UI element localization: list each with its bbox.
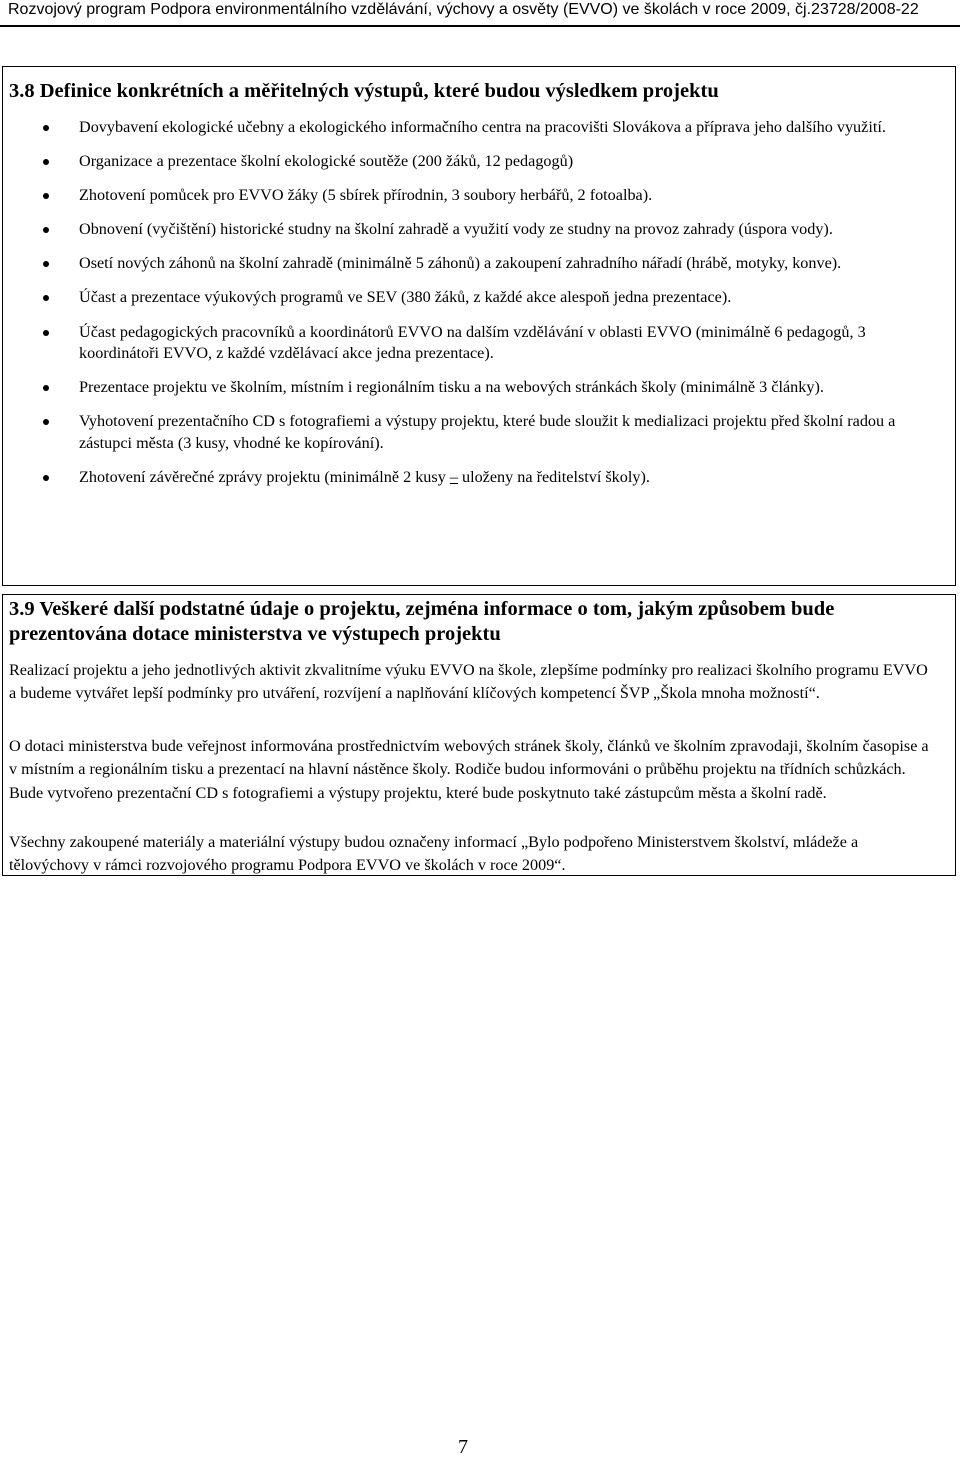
list-item-text: Zhotovení závěrečné zprávy projektu (minimálně 2 kusy (79, 467, 450, 486)
page-number: 7 (458, 1436, 468, 1458)
outputs-list (3, 117, 955, 501)
list-item (3, 467, 955, 489)
section-3-8-heading: 3.8 Definice konkrétních a měřitelných výstupů, které budou výsledkem projektu (9, 80, 719, 102)
list-item-text: uloženy na ředitelství školy). (457, 467, 650, 486)
list-item-text: Prezentace projektu ve školním, místním i regionálním tisku a na webových stránkách školy (minimálně 3 články). (79, 378, 824, 397)
list-item-text: Účast a prezentace výukových programů ve SEV (380 žáků, z každé akce alespoň jedna prezentace). (79, 288, 732, 307)
section-3-9-heading: 3.9 Veškeré další podstatné údaje o projektu, zejména informace o tom, jakým způsobem bude prezentována dotace ministerstva ve výstupech projektu (9, 598, 835, 645)
bullet-icon (43, 227, 49, 233)
list-item-text: Vyhotovení prezentačního CD s fotografiemi a výstupy projektu, které bude sloužit k medializaci projektu před školní radou a zástupci města (3 kusy, vhodné ke kopírování). (79, 412, 896, 452)
bullet-icon (43, 159, 49, 165)
list-item (3, 117, 955, 139)
list-item-text: Obnovení (vyčištění) historické studny na školní zahradě a využití vody ze studny na provoz zahrady (úspora vody). (79, 220, 833, 239)
list-item (3, 377, 955, 399)
bullet-icon (43, 193, 49, 199)
paragraph: O dotaci ministerstva bude veřejnost informována prostřednictvím webových stránek školy, článků ve školním zpravodaji, školním časopise a v místním a regionálním tisku a prezentací na hlavní nástěnce školy. Rodiče budou informováni o průběhu projektu na třídních schůzkách. Bude vytvořeno prezentační CD s fotografiemi a výstupy projektu, které bude poskytnuto také zástupcům města a školní radě. (9, 737, 929, 802)
list-item-text: Organizace a prezentace školní ekologické soutěže (200 žáků, 12 pedagogů) (79, 152, 574, 171)
header-divider (0, 25, 960, 27)
list-item (3, 411, 955, 454)
paragraph: Všechny zakoupené materiály a materiální výstupy budou označeny informací „Bylo podpořeno Ministerstvem školství, mládeže a tělovýchovy v rámci rozvojového programu Podpora EVVO ve školách v roce 2009“. (9, 833, 859, 875)
bullet-icon (43, 125, 49, 131)
list-item-text: Účast pedagogických pracovníků a koordinátorů EVVO na dalším vzdělávání v oblasti EVVO (minimálně 6 pedagogů, 3 koordinátoři EVVO, z každé vzdělávací akce jedna prezentace). (79, 322, 866, 363)
list-item-text: Osetí nových záhonů na školní zahradě (minimálně 5 záhonů) a zakoupení zahradního nářadí (hrábě, motyky, konve). (79, 254, 842, 273)
bullet-icon (43, 330, 49, 336)
list-item (3, 322, 955, 365)
running-header: Rozvojový program Podpora environmentálního vzdělávání, výchovy a osvěty (EVVO) ve školách v roce 2009, čj.23728/2008-22 (8, 1, 919, 18)
underlined-dash: – (449, 467, 458, 486)
list-item (3, 185, 955, 207)
list-item-text: Zhotovení pomůcek pro EVVO žáky (5 sbírek přírodnin, 3 soubory herbářů, 2 fotoalba). (79, 186, 653, 205)
bullet-icon (43, 295, 49, 301)
paragraph: Realizací projektu a jeho jednotlivých aktivit zkvalitníme výuku EVVO na škole, zlepšíme podmínky pro realizaci školního programu EVVO a budeme vytvářet lepší podmínky pro utváření, rozvíjení a naplňování klíčových kompetencí ŠVP „Škola mnoha možností“. (9, 661, 928, 703)
section-3-9-box (2, 594, 956, 876)
list-item (3, 151, 955, 173)
list-item (3, 219, 955, 241)
bullet-icon (43, 419, 49, 425)
bullet-icon (43, 261, 49, 267)
bullet-icon (43, 385, 49, 391)
bullet-icon (43, 475, 49, 481)
section-3-8-box (2, 66, 956, 586)
list-item (3, 253, 955, 275)
list-item (3, 287, 955, 309)
list-item-text: Dovybavení ekologické učebny a ekologického informačního centra na pracovišti Slovákova a příprava jeho dalšího využití. (79, 118, 886, 136)
